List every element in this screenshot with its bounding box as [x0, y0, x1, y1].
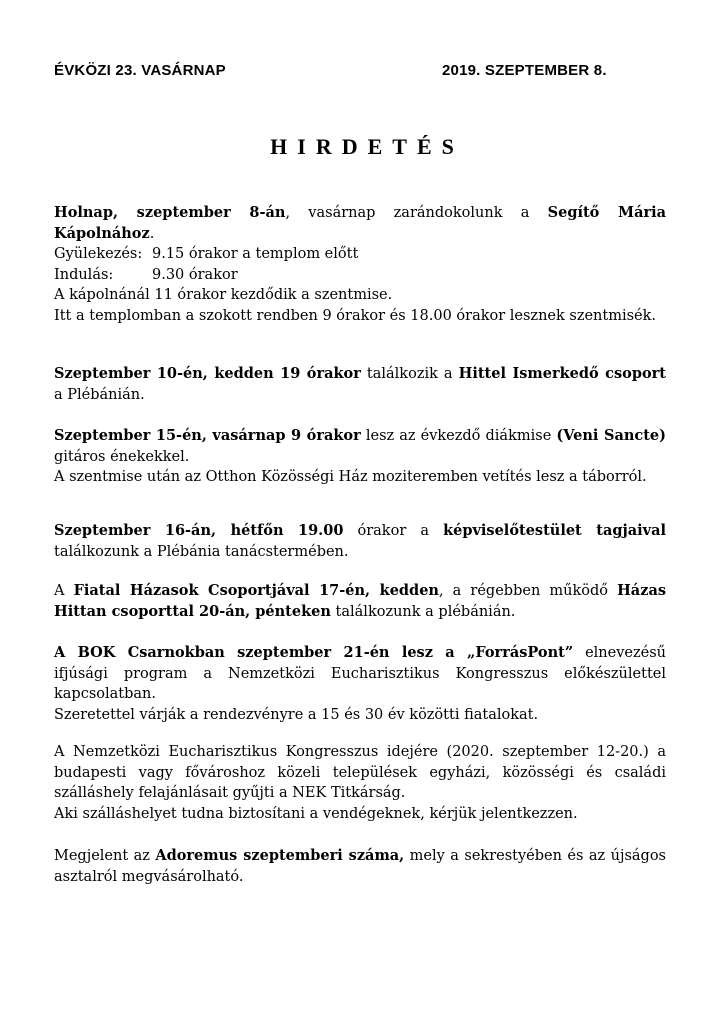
married-bible-group: Házas Hittan csoporttal 20-án, pénteken	[54, 582, 666, 620]
chapel-mass-line: A kápolnánál 11 órakor kezdődik a szentmise.	[54, 287, 393, 303]
faith-group-name: Hittel Ismerkedő csoport	[458, 365, 666, 382]
accommodation-text: A Nemzetközi Eucharisztikus Kongresszus idejére (2020. szeptember 12-20.) a budapesti vagy fővároshoz közeli települések egyházi, közösségi és családi szálláshely felajánlásait gyűjti a NEK Titkárság.	[54, 744, 666, 801]
couples-text-start: A	[54, 583, 74, 599]
young-couples-group: Fiatal Házasok Csoportjával 17-én, kedden	[73, 582, 439, 599]
pilgrimage-announcement	[54, 203, 666, 326]
student-mass-name: (Veni Sancte)	[556, 427, 666, 444]
forraspont-description: elnevezésű ifjúsági program a Nemzetközi Eucharisztikus Kongresszus előkészülettel kapcsolatban.	[54, 645, 666, 702]
pilgrimage-text-end: .	[149, 225, 155, 242]
screening-line: A szentmise után az Otthon Közösségi Ház moziteremben vetítés lesz a táborról.	[54, 469, 647, 485]
council-meeting-date: Szeptember 16-án, hétfőn 19.00	[54, 522, 344, 539]
couples-text-mid: , a régebben működő	[438, 583, 618, 599]
student-mass-text-end: gitáros énekekkel.	[54, 448, 190, 465]
forraspont-announcement	[54, 643, 666, 725]
council-members: képviselőtestület tagjaival	[443, 522, 666, 539]
faith-group-place: a Plébánián.	[54, 386, 145, 403]
gathering-value: 9.15 órakor a templom előtt	[152, 246, 359, 262]
council-meeting-text: órakor a	[343, 523, 444, 539]
adoremus-text-end: mely a sekrestyében és az újságos asztalról megvásárolható.	[54, 848, 666, 885]
accommodation-announcement	[54, 742, 666, 824]
student-mass-text: lesz az évkezdő diákmise	[360, 428, 557, 444]
pilgrimage-text: , vasárnap zarándokolunk a	[285, 205, 548, 221]
gathering-row	[54, 244, 666, 265]
council-meeting-announcement	[54, 521, 666, 562]
church-mass-line: Itt a templomban a szokott rendben 9 órakor és 18.00 órakor lesznek szentmisék.	[54, 307, 657, 324]
couples-groups-announcement	[54, 581, 666, 622]
departure-row	[54, 265, 666, 286]
accommodation-request: Aki szálláshelyet tudna biztosítani a vendégeknek, kérjük jelentkezzen.	[54, 805, 578, 822]
faith-group-text: találkozik a	[360, 366, 459, 382]
liturgical-day-heading: ÉVKÖZI 23. VASÁRNAP	[54, 62, 226, 79]
faith-group-date: Szeptember 10-én, kedden 19 órakor	[54, 365, 361, 382]
page-title: HIRDETÉS	[270, 134, 464, 159]
faith-group-announcement	[54, 364, 666, 405]
forraspont-event: A BOK Csarnokban szeptember 21-én lesz a „ForrásPont”	[54, 644, 574, 661]
student-mass-announcement	[54, 426, 666, 488]
council-meeting-place: találkozunk a Plébánia tanácstermében.	[54, 543, 349, 560]
adoremus-announcement	[54, 846, 666, 887]
departure-value: 9.30 órakor	[152, 266, 238, 283]
adoremus-issue: Adoremus szeptemberi száma,	[155, 847, 405, 864]
gathering-label: Gyülekezés:	[54, 246, 143, 262]
couples-text-end: találkozunk a plébánián.	[330, 603, 516, 620]
pilgrimage-destination: Segítő Mária Kápolnához	[54, 204, 667, 242]
pilgrimage-date: Holnap, szeptember 8-án	[54, 204, 286, 221]
adoremus-text-start: Megjelent az	[54, 848, 156, 864]
date-heading: 2019. SZEPTEMBER 8.	[442, 62, 607, 79]
student-mass-date: Szeptember 15-én, vasárnap 9 órakor	[54, 427, 361, 444]
forraspont-invitation: Szeretettel várják a rendezvényre a 15 és 30 év közötti fiatalokat.	[54, 706, 539, 723]
departure-label: Indulás:	[54, 266, 114, 283]
